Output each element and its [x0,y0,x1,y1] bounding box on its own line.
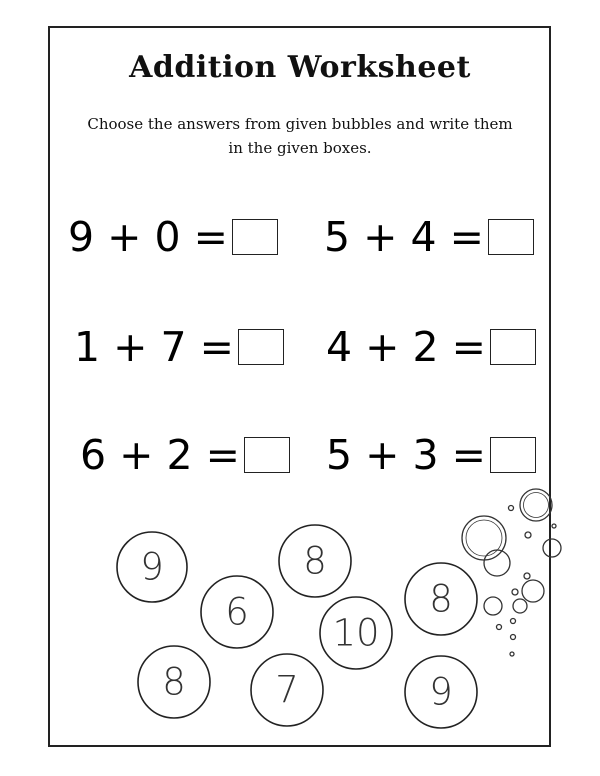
answer-bubble-value: 9 [429,670,453,714]
problem-expression: 4 + 2 = [326,323,486,371]
answer-bubble[interactable] [201,576,273,648]
answer-bubble[interactable] [117,532,187,602]
answer-bubble-value: 6 [225,590,249,634]
answer-bubble[interactable] [405,563,477,635]
answer-bubble-value: 8 [162,660,186,704]
answer-bubble-value: 9 [140,545,164,589]
decorative-bubbles-icon [462,489,561,656]
problem-expression: 1 + 7 = [74,323,234,371]
answer-bubble[interactable] [251,654,323,726]
answer-bubble[interactable] [279,525,351,597]
worksheet-title: Addition Worksheet [129,50,471,85]
answer-bubble[interactable] [320,597,392,669]
problem-expression: 6 + 2 = [80,431,240,479]
answer-bubble[interactable] [138,646,210,718]
worksheet-instructions: Choose the answers from given bubbles and write them in the given boxes. [87,115,513,157]
problem-expression: 9 + 0 = [68,213,228,261]
problem-expression: 5 + 4 = [324,213,484,261]
problem-expression: 5 + 3 = [326,431,486,479]
answer-bubble-value: 10 [332,611,380,655]
answer-bubble-value: 7 [275,668,299,712]
answer-bubble[interactable] [405,656,477,728]
answer-bubble-value: 8 [303,539,327,583]
answer-bubble-value: 8 [429,577,453,621]
